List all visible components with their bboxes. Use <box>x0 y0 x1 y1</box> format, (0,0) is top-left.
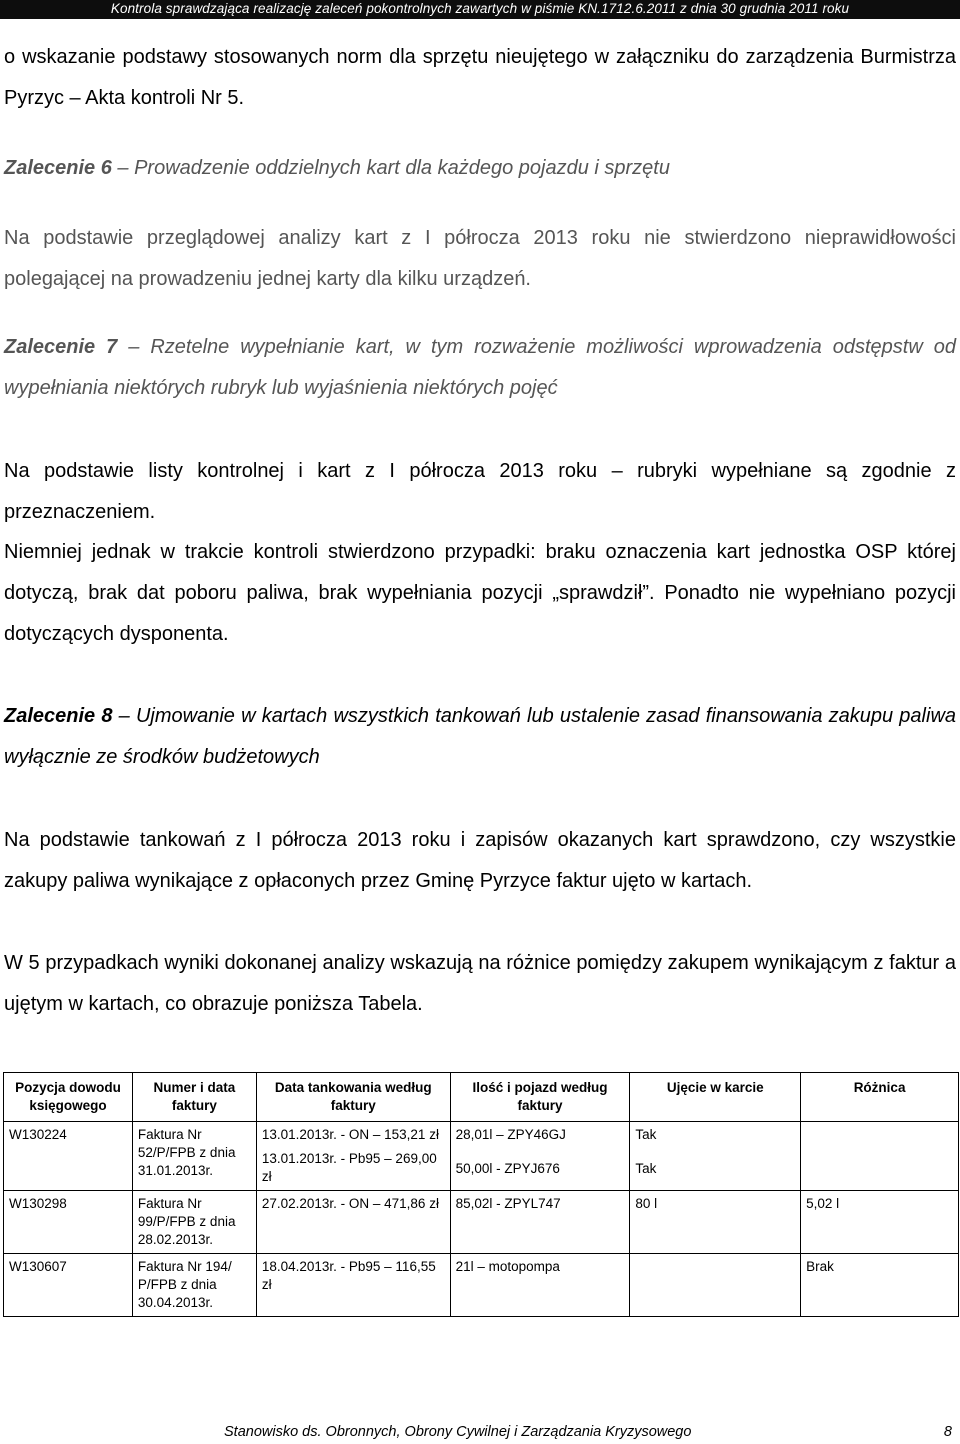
cell-data-tankowania-2: 13.01.2013r. - Pb95 – 269,00 zł <box>261 1151 437 1184</box>
footer-department: Stanowisko ds. Obronnych, Obrony Cywilnej i Zarządzania Kryzysowego <box>224 1424 692 1440</box>
cell-ujecie <box>630 1254 801 1317</box>
cell-data-tankowania: 27.02.2013r. - ON – 471,86 zł <box>256 1191 450 1254</box>
cell-faktura: Faktura Nr 52/P/FPB z dnia 31.01.2013r. <box>132 1122 256 1191</box>
paragraph-lista-kontrolna: Na podstawie listy kontrolnej i kart z I półrocza 2013 roku – rubryki wypełniane są zgodnie z przeznaczeniem. <box>4 460 956 523</box>
cell-ujecie-1: Tak <box>635 1127 657 1142</box>
column-header-roznica: Różnica <box>801 1073 959 1122</box>
zalecenie-6-label: Zalecenie 6 <box>4 157 112 179</box>
cell-pozycja: W130607 <box>4 1254 133 1317</box>
table-row <box>4 1254 959 1317</box>
cell-roznica <box>801 1122 959 1191</box>
running-header: Kontrola sprawdzająca realizację zaleceń pokontrolnych zawartych w piśmie KN.1712.6.2011 z dnia 30 grudnia 2011 roku <box>0 0 960 19</box>
table-row <box>4 1122 959 1191</box>
cell-faktura: Faktura Nr 99/P/FPB z dnia 28.02.2013r. <box>132 1191 256 1254</box>
zalecenie-8-label: Zalecenie 8 <box>4 705 113 727</box>
zalecenie-8-text: – Ujmowanie w kartach wszystkich tankowań lub ustalenie zasad finansowania zakupu paliwa wyłącznie ze środków budżetowych <box>4 705 957 768</box>
cell-ujecie <box>630 1122 801 1191</box>
fuel-comparison-table <box>3 1072 959 1317</box>
cell-pozycja: W130298 <box>4 1191 133 1254</box>
paragraph-tankowania: Na podstawie tankowań z I półrocza 2013 roku i zapisów okazanych kart sprawdzono, czy wszystkie zakupy paliwa wynikające z opłaconych przez Gminę Pyrzyce faktur ujęto w kartach. <box>4 829 956 892</box>
cell-ujecie: 80 l <box>630 1191 801 1254</box>
zalecenie-7-label: Zalecenie 7 <box>4 336 118 358</box>
cell-pozycja: W130224 <box>4 1122 133 1191</box>
cell-data-tankowania: 18.04.2013r. - Pb95 – 116,55 zł <box>256 1254 450 1317</box>
paragraph-niemniej: Niemniej jednak w trakcie kontroli stwierdzono przypadki: braku oznaczenia kart jednostka OSP której dotyczą, brak dat poboru paliwa, brak wypełniania pozycji „sprawdził”. Ponadto nie wypełniano pozycji dotyczących dysponenta. <box>4 541 956 645</box>
cell-roznica: Brak <box>801 1254 959 1317</box>
table-header-row <box>4 1073 959 1122</box>
heading-zalecenie-7 <box>4 327 956 409</box>
table-row <box>4 1191 959 1254</box>
column-header-ujecie: Ujęcie w karcie <box>630 1073 801 1122</box>
cell-ilosc <box>450 1122 630 1191</box>
cell-ujecie-2: Tak <box>635 1161 657 1176</box>
column-header-numer-data: Numer i data faktury <box>132 1073 256 1122</box>
heading-zalecenie-6 <box>4 148 956 189</box>
column-header-data-tankowania: Data tankowania według faktury <box>256 1073 450 1122</box>
paragraph-akta: o wskazanie podstawy stosowanych norm dla sprzętu nieujętego w załączniku do zarządzenia Burmistrza Pyrzyc – Akta kontroli Nr 5. <box>4 46 956 109</box>
cell-data-tankowania <box>256 1122 450 1191</box>
column-header-pozycja: Pozycja dowodu księgowego <box>4 1073 133 1122</box>
cell-faktura: Faktura Nr 194/ P/FPB z dnia 30.04.2013r. <box>132 1254 256 1317</box>
zalecenie-6-text: – Prowadzenie oddzielnych kart dla każdego pojazdu i sprzętu <box>111 157 670 179</box>
paragraph-analiza: Na podstawie przeglądowej analizy kart z I półrocza 2013 roku nie stwierdzono nieprawidłowości polegającej na prowadzeniu jednej karty dla kilku urządzeń. <box>4 227 956 290</box>
cell-roznica: 5,02 l <box>801 1191 959 1254</box>
cell-ilosc-1: 28,01l – ZPY46GJ <box>455 1127 566 1142</box>
cell-ilosc: 85,02l - ZPYL747 <box>450 1191 630 1254</box>
paragraph-roznice: W 5 przypadkach wyniki dokonanej analizy wskazują na różnice pomiędzy zakupem wynikającym z faktur a ujętym w kartach, co obrazuje poniższa Tabela. <box>4 952 956 1015</box>
cell-ilosc: 21l – motopompa <box>450 1254 630 1317</box>
cell-data-tankowania-1: 13.01.2013r. - ON – 153,21 zł <box>261 1127 439 1142</box>
page-number: 8 <box>943 1424 952 1440</box>
heading-zalecenie-8 <box>4 696 956 778</box>
page-footer <box>0 1424 960 1444</box>
column-header-ilosc-pojazd: Ilość i pojazd według faktury <box>450 1073 630 1122</box>
zalecenie-7-text: – Rzetelne wypełnianie kart, w tym rozważenie możliwości wprowadzenia odstępstw od wypełniania niektórych rubryk lub wyjaśnienia niektórych pojęć <box>4 336 957 399</box>
cell-ilosc-2: 50,00l - ZPYJ676 <box>455 1161 560 1176</box>
